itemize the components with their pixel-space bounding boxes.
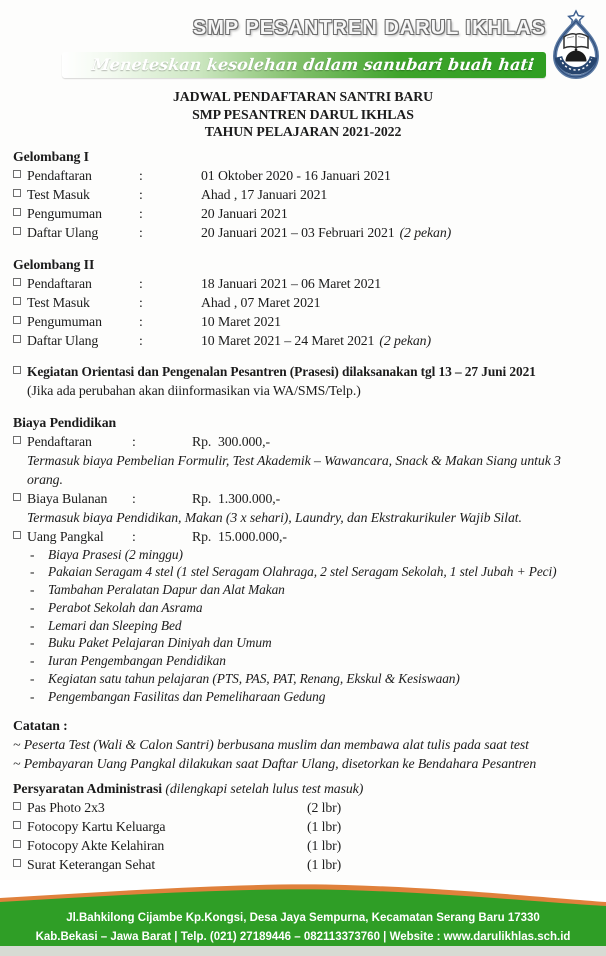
row-label: Test Masuk [27,186,90,202]
row-value: 10 Maret 2021 – 24 Maret 2021 [201,332,375,348]
row-colon: : [139,167,143,183]
list-item: - Tambahan Peralatan Dapur dan Alat Makan [13,581,593,599]
dash-bullet: - [30,582,35,598]
requirement-row [13,817,593,836]
schedule-row [13,223,593,242]
row-label: Daftar Ulang [27,224,99,240]
footer-contact-line: Kab.Bekasi – Jawa Barat | Telp. (021) 27189446 – 082113373760 | Website : www.darulikhlas.sch.id [35,931,571,943]
row-label: Pengumuman [27,313,102,329]
row-note: (2 pekan) [379,332,431,348]
requirement-row [13,855,593,874]
tagline-banner [62,52,546,78]
schedule-row [13,274,593,293]
fee-note: Termasuk biaya Pendidikan, Makan (3 x sehari), Laundry, dan Ekstrakurikuler Wajib Silat. [27,509,522,525]
row-label: Pendaftaran [27,275,92,291]
footer-banner [0,880,606,956]
school-name-header: SMP PESANTREN DARUL IKHLAS [192,17,546,39]
title-line-2: SMP PESANTREN DARUL IKHLAS [192,106,414,122]
fee-note: Termasuk biaya Pembelian Formulir, Test Akademik – Wawancara, Snack & Makan Siang untuk 3 orang. [27,452,561,487]
requirement-qty: (2 lbr) [307,799,342,815]
schedule-row [13,331,593,350]
persyaratan-heading: Persyaratan Administrasi (dilengkapi setelah lulus test masuk) [13,780,364,796]
requirement-row [13,798,593,817]
fee-label: Pendaftaran [27,433,92,449]
row-label: Pengumuman [27,205,102,221]
schedule-row [13,204,593,223]
schedule-row [13,166,593,185]
row-label: Pendaftaran [27,167,92,183]
list-item: - Pengembangan Fasilitas dan Pemeliharaan Gedung [13,688,593,706]
requirement-label: Fotocopy Akte Kelahiran [27,837,165,853]
requirement-label: Fotocopy Kartu Keluarga [27,818,166,834]
list-item: - Lemari dan Sleeping Bed [13,617,593,635]
footer-address-line: Jl.Bahkilong Cijambe Kp.Kongsi, Desa Jaya Sempurna, Kecamatan Serang Baru 17330 [66,912,540,924]
fee-colon: : [132,528,136,544]
dash-bullet: - [30,653,35,669]
row-value: 20 Januari 2021 [201,205,288,221]
row-colon: : [139,224,143,240]
fee-amount: Rp. 300.000,- [192,433,270,449]
requirement-label: Surat Keterangan Sehat [27,856,156,872]
row-colon: : [139,186,143,202]
uang-pangkal-includes-list [13,546,593,706]
row-colon: : [139,205,143,221]
dash-bullet: - [30,635,35,651]
gelombang2-heading: Gelombang II [13,256,95,272]
catatan-line: ~ Peserta Test (Wali & Calon Santri) berbusana muslim dan membawa alat tulis pada saat test [13,736,529,752]
row-colon: : [139,275,143,291]
row-value: Ahad , 17 Januari 2021 [201,186,328,202]
row-note: (2 pekan) [399,224,452,240]
requirement-row [13,836,593,855]
row-colon: : [139,332,143,348]
list-item: - Pakaian Seragam 4 stel (1 stel Seragam Olahraga, 2 stel Seragam Sekolah, 1 stel Jubah + Peci) [13,563,593,581]
orientation-note [13,362,593,381]
row-label: Test Masuk [27,294,90,310]
dash-bullet: - [30,546,35,562]
fee-amount: Rp. 1.300.000,- [192,490,281,506]
biaya-heading: Biaya Pendidikan [13,414,117,430]
catatan-line: ~ Pembayaran Uang Pangkal dilakukan saat Daftar Ulang, disetorkan ke Bendahara Pesantren [13,755,537,771]
orientation-subtext: (Jika ada perubahan akan diinformasikan via WA/SMS/Telp.) [27,382,361,398]
fee-colon: : [132,490,136,506]
tagline-text: Meneteskan kesolehan dalam sanubari buah hati [91,55,535,74]
list-item: - Biaya Prasesi (2 minggu) [13,546,593,564]
dash-bullet: - [30,599,35,615]
dash-bullet: - [30,688,35,704]
title-line-1: JADWAL PENDAFTARAN SANTRI BARU [172,89,434,104]
list-item: - Kegiatan satu tahun pelajaran (PTS, PAS, PAT, Renang, Ekskul & Kesiswaan) [13,670,593,688]
list-item: - Iuran Pengembangan Pendidikan [13,652,593,670]
school-logo-icon [547,8,605,86]
fee-row [13,527,593,546]
fee-colon: : [132,433,136,449]
row-value: 20 Januari 2021 – 03 Februari 2021 [201,224,395,240]
document-title [13,88,593,141]
requirement-qty: (1 lbr) [307,837,342,853]
catatan-heading: Catatan : [13,717,68,733]
list-item: - Perabot Sekolah dan Asrama [13,599,593,617]
row-label: Daftar Ulang [27,332,99,348]
gelombang1-heading: Gelombang I [13,148,89,164]
fee-label: Uang Pangkal [27,528,104,544]
row-colon: : [139,294,143,310]
title-line-3: TAHUN PELAJARAN 2021-2022 [204,124,402,139]
dash-bullet: - [30,671,35,687]
requirement-label: Pas Photo 2x3 [27,799,105,815]
schedule-row [13,293,593,312]
row-value: 01 Oktober 2020 - 16 Januari 2021 [201,167,391,183]
row-colon: : [139,313,143,329]
orientation-text: Kegiatan Orientasi dan Pengenalan Pesantren (Prasesi) dilaksanakan tgl 13 – 27 Juni 2021 [27,363,536,379]
requirement-qty: (1 lbr) [307,856,342,872]
persyaratan-heading-note: (dilengkapi setelah lulus test masuk) [165,780,364,796]
fee-amount: Rp. 15.000.000,- [192,528,287,544]
schedule-row [13,185,593,204]
fee-row [13,489,593,508]
requirement-qty: (1 lbr) [307,818,342,834]
list-item: - Buku Paket Pelajaran Diniyah dan Umum [13,634,593,652]
row-value: 10 Maret 2021 [201,313,281,329]
dash-bullet: - [30,617,35,633]
schedule-row [13,312,593,331]
fee-label: Biaya Bulanan [27,490,108,506]
dash-bullet: - [30,564,35,580]
fee-row [13,432,593,451]
row-value: Ahad , 07 Maret 2021 [201,294,321,310]
row-value: 18 Januari 2021 – 06 Maret 2021 [201,275,382,291]
